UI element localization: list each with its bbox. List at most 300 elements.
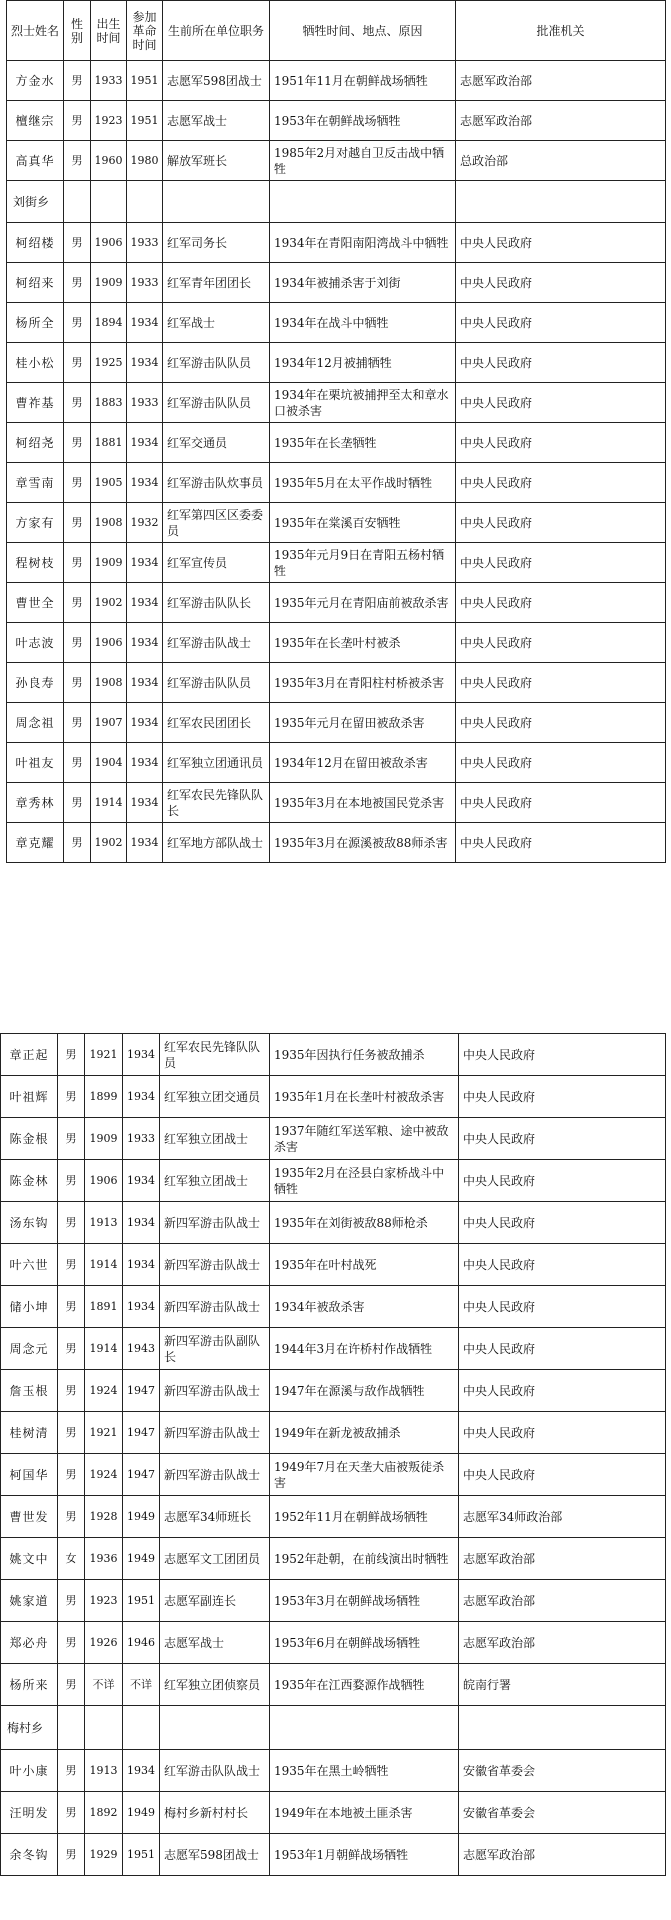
cell-birth: 1906	[91, 223, 127, 263]
empty-cell	[459, 1706, 666, 1750]
cell-approver: 志愿军政治部	[459, 1834, 666, 1876]
cell-position: 志愿军战士	[163, 101, 270, 141]
empty-cell	[270, 1706, 459, 1750]
cell-circumstance: 1934年在战斗中牺牲	[270, 303, 456, 343]
cell-approver: 志愿军政治部	[456, 101, 666, 141]
table-row	[7, 343, 666, 383]
cell-circumstance: 1935年元月在留田被敌杀害	[270, 703, 456, 743]
cell-gender: 男	[64, 61, 91, 101]
cell-name: 郑必舟	[1, 1622, 58, 1664]
table-row	[7, 743, 666, 783]
cell-name: 储小坤	[1, 1286, 58, 1328]
cell-circumstance: 1935年在刘街被敌88师枪杀	[270, 1202, 459, 1244]
cell-gender: 男	[58, 1622, 85, 1664]
table-row	[1, 1076, 666, 1118]
cell-circumstance: 1935年3月在青阳柱村桥被杀害	[270, 663, 456, 703]
cell-position: 志愿军34师班长	[160, 1496, 270, 1538]
cell-birth: 1914	[91, 783, 127, 823]
cell-approver: 中央人民政府	[456, 663, 666, 703]
cell-gender: 男	[58, 1244, 85, 1286]
cell-birth: 1899	[85, 1076, 123, 1118]
cell-approver: 中央人民政府	[456, 343, 666, 383]
cell-birth: 1902	[91, 823, 127, 863]
cell-approver: 中央人民政府	[456, 823, 666, 863]
cell-birth: 1933	[91, 61, 127, 101]
cell-birth: 1908	[91, 503, 127, 543]
table-row	[7, 61, 666, 101]
cell-name: 柯绍楼	[7, 223, 64, 263]
cell-name: 姚文中	[1, 1538, 58, 1580]
cell-birth: 1909	[85, 1118, 123, 1160]
cell-approver: 中央人民政府	[456, 223, 666, 263]
cell-name: 叶祖友	[7, 743, 64, 783]
cell-join: 1949	[123, 1538, 160, 1580]
cell-circumstance: 1935年元月9日在青阳五杨村牺牲	[270, 543, 456, 583]
cell-position: 红军第四区区委委员	[163, 503, 270, 543]
cell-gender: 男	[58, 1118, 85, 1160]
cell-approver: 皖南行署	[459, 1664, 666, 1706]
cell-position: 红军游击队队长	[163, 583, 270, 623]
cell-name: 叶志波	[7, 623, 64, 663]
cell-join: 1934	[127, 823, 163, 863]
cell-join: 1933	[127, 383, 163, 423]
section-row	[7, 181, 666, 223]
cell-birth: 1923	[85, 1580, 123, 1622]
cell-birth: 1908	[91, 663, 127, 703]
table-row	[7, 101, 666, 141]
cell-position: 新四军游击队战士	[160, 1412, 270, 1454]
cell-name: 章雪南	[7, 463, 64, 503]
cell-gender: 男	[58, 1750, 85, 1792]
cell-gender: 男	[58, 1076, 85, 1118]
header-join: 参加革命时间	[127, 1, 163, 61]
cell-birth: 1909	[91, 263, 127, 303]
cell-join: 1947	[123, 1454, 160, 1496]
cell-position: 红军交通员	[163, 423, 270, 463]
cell-position: 新四军游击队战士	[160, 1454, 270, 1496]
cell-approver: 中央人民政府	[459, 1412, 666, 1454]
cell-position: 红军游击队队战士	[160, 1750, 270, 1792]
cell-birth: 1905	[91, 463, 127, 503]
cell-approver: 中央人民政府	[456, 503, 666, 543]
cell-birth: 1906	[91, 623, 127, 663]
cell-join: 1934	[127, 783, 163, 823]
empty-cell	[270, 181, 456, 223]
table-row	[1, 1244, 666, 1286]
cell-circumstance: 1947年在源溪与敌作战牺牲	[270, 1370, 459, 1412]
cell-circumstance: 1952年11月在朝鲜战场牺牲	[270, 1496, 459, 1538]
cell-position: 红军游击队战士	[163, 623, 270, 663]
cell-gender: 男	[58, 1328, 85, 1370]
table-row	[7, 623, 666, 663]
cell-name: 曹世发	[1, 1496, 58, 1538]
cell-circumstance: 1985年2月对越自卫反击战中牺牲	[270, 141, 456, 181]
cell-name: 曹世全	[7, 583, 64, 623]
cell-position: 红军独立团通讯员	[163, 743, 270, 783]
cell-position: 红军游击队队员	[163, 383, 270, 423]
empty-cell	[163, 181, 270, 223]
cell-approver: 中央人民政府	[459, 1076, 666, 1118]
cell-circumstance: 1934年被捕杀害于刘街	[270, 263, 456, 303]
cell-circumstance: 1934年12月被捕牺牲	[270, 343, 456, 383]
cell-join: 1934	[127, 423, 163, 463]
cell-circumstance: 1935年2月在泾县白家桥战斗中牺牲	[270, 1160, 459, 1202]
cell-circumstance: 1944年3月在许桥村作战牺牲	[270, 1328, 459, 1370]
cell-gender: 男	[64, 783, 91, 823]
section-label: 刘街乡	[7, 181, 64, 223]
cell-join: 1949	[123, 1496, 160, 1538]
table-row	[1, 1664, 666, 1706]
cell-birth: 1929	[85, 1834, 123, 1876]
cell-gender: 男	[64, 303, 91, 343]
cell-approver: 志愿军政治部	[459, 1580, 666, 1622]
cell-join: 1934	[123, 1244, 160, 1286]
cell-approver: 中央人民政府	[459, 1034, 666, 1076]
empty-cell	[456, 181, 666, 223]
cell-join: 1934	[127, 343, 163, 383]
cell-approver: 中央人民政府	[459, 1118, 666, 1160]
cell-circumstance: 1953年1月朝鲜战场牺牲	[270, 1834, 459, 1876]
cell-name: 叶六世	[1, 1244, 58, 1286]
cell-gender: 男	[58, 1160, 85, 1202]
table-row	[7, 783, 666, 823]
table-row	[7, 141, 666, 181]
cell-approver: 中央人民政府	[459, 1160, 666, 1202]
cell-birth: 1883	[91, 383, 127, 423]
cell-gender: 男	[58, 1370, 85, 1412]
cell-approver: 中央人民政府	[456, 423, 666, 463]
cell-approver: 志愿军政治部	[459, 1538, 666, 1580]
martyrs-table-upper-body	[7, 61, 666, 863]
cell-circumstance: 1935年元月在青阳庙前被敌杀害	[270, 583, 456, 623]
cell-position: 解放军班长	[163, 141, 270, 181]
cell-name: 章秀林	[7, 783, 64, 823]
cell-approver: 中央人民政府	[456, 703, 666, 743]
cell-birth: 1906	[85, 1160, 123, 1202]
cell-position: 志愿军战士	[160, 1622, 270, 1664]
cell-approver: 志愿军政治部	[459, 1622, 666, 1664]
cell-join: 1933	[123, 1118, 160, 1160]
cell-position: 志愿军副连长	[160, 1580, 270, 1622]
cell-gender: 男	[64, 141, 91, 181]
cell-position: 红军司务长	[163, 223, 270, 263]
cell-position: 红军独立团战士	[160, 1118, 270, 1160]
cell-approver: 中央人民政府	[459, 1244, 666, 1286]
cell-name: 方家有	[7, 503, 64, 543]
cell-approver: 中央人民政府	[456, 743, 666, 783]
cell-join: 1933	[127, 223, 163, 263]
table-row	[7, 703, 666, 743]
cell-gender: 男	[64, 101, 91, 141]
martyrs-table-lower	[0, 1033, 666, 1876]
cell-name: 杨所来	[1, 1664, 58, 1706]
cell-name: 杨所全	[7, 303, 64, 343]
cell-name: 桂小松	[7, 343, 64, 383]
cell-birth: 1881	[91, 423, 127, 463]
cell-name: 詹玉根	[1, 1370, 58, 1412]
cell-gender: 男	[64, 343, 91, 383]
table-row	[1, 1538, 666, 1580]
cell-name: 桂树清	[1, 1412, 58, 1454]
empty-cell	[160, 1706, 270, 1750]
cell-gender: 男	[64, 703, 91, 743]
cell-join: 1949	[123, 1792, 160, 1834]
cell-birth: 1902	[91, 583, 127, 623]
cell-circumstance: 1949年7月在天垄大庙被叛徒杀害	[270, 1454, 459, 1496]
cell-position: 志愿军文工团团员	[160, 1538, 270, 1580]
cell-circumstance: 1935年在江西婺源作战牺牲	[270, 1664, 459, 1706]
cell-gender: 男	[64, 583, 91, 623]
cell-approver: 安徽省革委会	[459, 1750, 666, 1792]
empty-cell	[123, 1706, 160, 1750]
cell-approver: 中央人民政府	[459, 1454, 666, 1496]
table-row	[7, 423, 666, 463]
cell-name: 柯绍尧	[7, 423, 64, 463]
header-circumstance: 牺牲时间、地点、原因	[270, 1, 456, 61]
cell-circumstance: 1935年在长垄牺牲	[270, 423, 456, 463]
section-row	[1, 1706, 666, 1750]
table-row	[7, 823, 666, 863]
cell-join: 1934	[127, 623, 163, 663]
cell-position: 新四军游击队战士	[160, 1244, 270, 1286]
cell-birth: 1923	[91, 101, 127, 141]
cell-name: 章克耀	[7, 823, 64, 863]
cell-name: 曹祚基	[7, 383, 64, 423]
cell-join: 1934	[127, 463, 163, 503]
cell-position: 红军独立团战士	[160, 1160, 270, 1202]
cell-gender: 男	[58, 1834, 85, 1876]
cell-birth: 1913	[85, 1750, 123, 1792]
cell-join: 1934	[127, 743, 163, 783]
cell-position: 新四军游击队副队长	[160, 1328, 270, 1370]
cell-name: 余冬钩	[1, 1834, 58, 1876]
cell-join: 1934	[123, 1160, 160, 1202]
cell-join: 1934	[127, 703, 163, 743]
table-row	[1, 1834, 666, 1876]
header-name: 烈士姓名	[7, 1, 64, 61]
cell-join: 1934	[123, 1202, 160, 1244]
cell-birth: 1914	[85, 1244, 123, 1286]
cell-join: 1932	[127, 503, 163, 543]
cell-gender: 男	[58, 1412, 85, 1454]
cell-birth: 1924	[85, 1370, 123, 1412]
empty-cell	[127, 181, 163, 223]
cell-join: 1943	[123, 1328, 160, 1370]
cell-position: 新四军游击队战士	[160, 1202, 270, 1244]
table-row	[1, 1202, 666, 1244]
cell-gender: 男	[64, 743, 91, 783]
cell-circumstance: 1934年12月在留田被敌杀害	[270, 743, 456, 783]
cell-gender: 男	[64, 263, 91, 303]
cell-position: 红军农民先锋队队员	[160, 1034, 270, 1076]
cell-approver: 中央人民政府	[456, 263, 666, 303]
cell-gender: 男	[64, 223, 91, 263]
table-row	[1, 1496, 666, 1538]
table-row	[1, 1580, 666, 1622]
cell-birth: 1936	[85, 1538, 123, 1580]
cell-circumstance: 1935年在长垄叶村被杀	[270, 623, 456, 663]
cell-gender: 男	[58, 1580, 85, 1622]
cell-circumstance: 1935年3月在本地被国民党杀害	[270, 783, 456, 823]
cell-position: 红军游击队炊事员	[163, 463, 270, 503]
cell-join: 1934	[127, 583, 163, 623]
table-row	[7, 503, 666, 543]
cell-position: 红军独立团侦察员	[160, 1664, 270, 1706]
empty-cell	[58, 1706, 85, 1750]
table-row	[1, 1160, 666, 1202]
cell-join: 1934	[127, 663, 163, 703]
header-row	[7, 1, 666, 61]
table-row	[7, 383, 666, 423]
cell-gender: 男	[58, 1792, 85, 1834]
cell-birth: 1892	[85, 1792, 123, 1834]
table-row	[7, 543, 666, 583]
cell-birth: 1907	[91, 703, 127, 743]
cell-gender: 男	[58, 1496, 85, 1538]
cell-gender: 男	[64, 663, 91, 703]
cell-circumstance: 1935年5月在太平作战时牺牲	[270, 463, 456, 503]
cell-join: 1934	[127, 543, 163, 583]
cell-birth: 1928	[85, 1496, 123, 1538]
cell-position: 梅村乡新村村长	[160, 1792, 270, 1834]
header-gender: 性别	[64, 1, 91, 61]
table-row	[1, 1286, 666, 1328]
cell-circumstance: 1953年3月在朝鲜战场牺牲	[270, 1580, 459, 1622]
cell-approver: 中央人民政府	[459, 1328, 666, 1370]
cell-birth: 1926	[85, 1622, 123, 1664]
table-row	[7, 663, 666, 703]
empty-cell	[91, 181, 127, 223]
table-row	[7, 223, 666, 263]
cell-circumstance: 1935年3月在源溪被敌88师杀害	[270, 823, 456, 863]
table-row	[1, 1118, 666, 1160]
cell-gender: 男	[58, 1034, 85, 1076]
cell-name: 姚家道	[1, 1580, 58, 1622]
table-row	[7, 263, 666, 303]
cell-gender: 男	[58, 1454, 85, 1496]
cell-name: 汤东钩	[1, 1202, 58, 1244]
cell-name: 柯国华	[1, 1454, 58, 1496]
cell-name: 檀继宗	[7, 101, 64, 141]
cell-name: 周念祖	[7, 703, 64, 743]
cell-join: 1951	[123, 1834, 160, 1876]
cell-join: 1946	[123, 1622, 160, 1664]
cell-circumstance: 1935年在棠溪百安牺牲	[270, 503, 456, 543]
table-row	[1, 1412, 666, 1454]
cell-approver: 总政治部	[456, 141, 666, 181]
cell-birth: 1913	[85, 1202, 123, 1244]
table-row	[1, 1034, 666, 1076]
cell-approver: 志愿军政治部	[456, 61, 666, 101]
cell-position: 志愿军598团战士	[163, 61, 270, 101]
cell-gender: 男	[58, 1664, 85, 1706]
cell-approver: 中央人民政府	[456, 543, 666, 583]
cell-join: 1980	[127, 141, 163, 181]
cell-name: 高真华	[7, 141, 64, 181]
cell-join: 1934	[123, 1750, 160, 1792]
cell-position: 志愿军598团战士	[160, 1834, 270, 1876]
cell-birth: 1921	[85, 1412, 123, 1454]
cell-gender: 男	[64, 423, 91, 463]
cell-birth: 不详	[85, 1664, 123, 1706]
header-birth: 出生时间	[91, 1, 127, 61]
martyrs-table-upper	[6, 0, 666, 863]
cell-gender: 男	[58, 1286, 85, 1328]
cell-position: 红军地方部队战士	[163, 823, 270, 863]
table-row	[1, 1792, 666, 1834]
cell-circumstance: 1934年被敌杀害	[270, 1286, 459, 1328]
header-position: 生前所在单位职务	[163, 1, 270, 61]
table-row	[7, 463, 666, 503]
cell-join: 1951	[127, 101, 163, 141]
cell-approver: 中央人民政府	[456, 463, 666, 503]
cell-circumstance: 1935年1月在长垄叶村被敌杀害	[270, 1076, 459, 1118]
table-row	[7, 303, 666, 343]
cell-circumstance: 1934年在栗坑被捕押至太和章水口被杀害	[270, 383, 456, 423]
empty-cell	[64, 181, 91, 223]
cell-circumstance: 1952年赴朝，在前线演出时牺牲	[270, 1538, 459, 1580]
cell-join: 1934	[123, 1286, 160, 1328]
cell-join: 1933	[127, 263, 163, 303]
cell-name: 叶小康	[1, 1750, 58, 1792]
cell-approver: 中央人民政府	[456, 623, 666, 663]
table-row	[1, 1328, 666, 1370]
cell-gender: 男	[64, 823, 91, 863]
table-row	[1, 1750, 666, 1792]
cell-join: 不详	[123, 1664, 160, 1706]
cell-circumstance: 1949年在本地被土匪杀害	[270, 1792, 459, 1834]
cell-circumstance: 1937年随红军送军粮、途中被敌杀害	[270, 1118, 459, 1160]
cell-birth: 1921	[85, 1034, 123, 1076]
cell-join: 1947	[123, 1370, 160, 1412]
cell-name: 陈金林	[1, 1160, 58, 1202]
cell-approver: 安徽省革委会	[459, 1792, 666, 1834]
cell-position: 红军独立团交通员	[160, 1076, 270, 1118]
section-label: 梅村乡	[1, 1706, 58, 1750]
cell-birth: 1891	[85, 1286, 123, 1328]
cell-gender: 男	[58, 1202, 85, 1244]
cell-position: 红军农民团团长	[163, 703, 270, 743]
cell-name: 陈金根	[1, 1118, 58, 1160]
cell-name: 周念元	[1, 1328, 58, 1370]
cell-position: 红军青年团团长	[163, 263, 270, 303]
table-row	[7, 583, 666, 623]
cell-name: 程树枝	[7, 543, 64, 583]
cell-circumstance: 1935年因执行任务被敌捕杀	[270, 1034, 459, 1076]
cell-name: 孙良寿	[7, 663, 64, 703]
cell-join: 1947	[123, 1412, 160, 1454]
cell-name: 叶祖辉	[1, 1076, 58, 1118]
cell-birth: 1894	[91, 303, 127, 343]
cell-position: 新四军游击队战士	[160, 1286, 270, 1328]
cell-circumstance: 1934年在青阳南阳湾战斗中牺牲	[270, 223, 456, 263]
cell-gender: 男	[64, 463, 91, 503]
cell-join: 1951	[127, 61, 163, 101]
cell-position: 红军农民先锋队队长	[163, 783, 270, 823]
cell-approver: 中央人民政府	[456, 383, 666, 423]
cell-birth: 1925	[91, 343, 127, 383]
cell-birth: 1909	[91, 543, 127, 583]
cell-circumstance: 1935年在叶村战死	[270, 1244, 459, 1286]
cell-name: 汪明发	[1, 1792, 58, 1834]
cell-approver: 中央人民政府	[456, 783, 666, 823]
cell-approver: 中央人民政府	[459, 1202, 666, 1244]
cell-birth: 1960	[91, 141, 127, 181]
empty-cell	[85, 1706, 123, 1750]
cell-gender: 男	[64, 503, 91, 543]
cell-join: 1951	[123, 1580, 160, 1622]
table-row	[1, 1622, 666, 1664]
